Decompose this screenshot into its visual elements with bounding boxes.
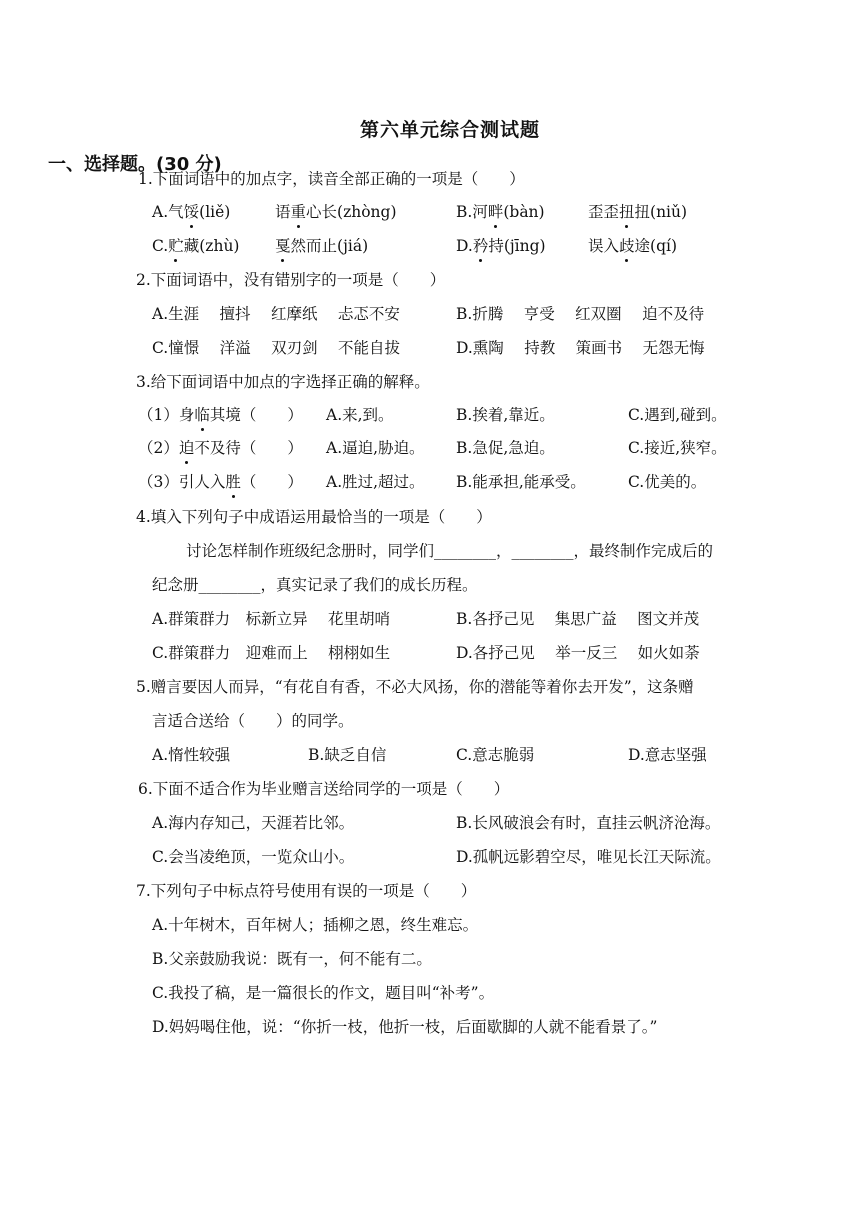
q1-option-d-part2: 误入歧途(qí)	[588, 237, 678, 255]
q4-option-a: A.群策群力 标新立异 花里胡哨	[152, 610, 391, 628]
q1-option-d-part1: D.矜持(jīng)	[456, 237, 546, 255]
q6-option-b: B.长风破浪会有时，直挂云帆济沧海。	[456, 814, 721, 832]
q1-option-a-part1: A.气馁(liě)	[152, 203, 231, 221]
q3-row-2-b: B.急促,急迫。	[456, 439, 555, 457]
question-7-stem: 7.下列句子中标点符号使用有误的一项是（ ）	[136, 882, 477, 900]
q1-option-b-part1: B.河畔(bàn)	[456, 203, 545, 221]
question-6-stem: 6.下面不适合作为毕业赠言送给同学的一项是（ ）	[138, 780, 510, 798]
question-5-stem-line-2: 言适合送给（ ）的同学。	[152, 712, 354, 730]
q2-option-b: B.折腾 亨受 红双圈 迫不及待	[456, 305, 705, 323]
q3-row-2-c: C.接近,狭窄。	[628, 439, 727, 457]
question-5-stem-line-1: 5.赠言要因人而异，“有花自有香，不必大风扬，你的潜能等着你去开发”，这条赠	[136, 678, 694, 696]
q2-option-a: A.生涯 擅抖 红摩纸 忐忑不安	[152, 305, 400, 323]
q3-row-1-word: （1）身临其境（ ）	[138, 406, 303, 424]
q3-row-1-c: C.遇到,碰到。	[628, 406, 727, 424]
q3-row-1-a: A.来,到。	[326, 406, 394, 424]
q1-option-a-part2: 语重心长(zhòng)	[275, 203, 397, 221]
q7-option-d: D.妈妈喝住他，说：“你折一枝，他折一枝，后面歇脚的人就不能看景了。”	[152, 1018, 658, 1036]
q3-row-3-c: C.优美的。	[628, 473, 707, 491]
q4-option-c: C.群策群力 迎难而上 栩栩如生	[152, 644, 391, 662]
q3-row-3-word: （3）引人入胜（ ）	[138, 473, 303, 491]
q6-option-a: A.海内存知己，天涯若比邻。	[152, 814, 355, 832]
q3-row-3-a: A.胜过,超过。	[326, 473, 425, 491]
q4-option-b: B.各抒己见 集思广益 图文并茂	[456, 610, 700, 628]
section-heading: 一、选择题。(30 分)	[48, 154, 222, 175]
question-4-stem: 4.填入下列句子中成语运用最恰当的一项是（ ）	[136, 508, 492, 526]
q4-passage-line-1: 讨论怎样制作班级纪念册时，同学们________，________，最终制作完成后的	[186, 542, 714, 560]
q7-option-a: A.十年树木，百年树人；插柳之恩，终生难忘。	[152, 916, 479, 934]
q3-row-2-a: A.逼迫,胁迫。	[326, 439, 425, 457]
question-1-stem: 1.下面词语中的加点字，读音全部正确的一项是（ ）	[138, 170, 525, 188]
q4-option-d: D.各抒己见 举一反三 如火如荼	[456, 644, 700, 662]
q1-option-c-part2: 戛然而止(jiá)	[275, 237, 369, 255]
q5-option-d: D.意志坚强	[628, 746, 707, 764]
q1-option-c-part1: C.贮藏(zhù)	[152, 237, 240, 255]
q1-option-b-part2: 歪歪扭扭(niǔ)	[588, 203, 688, 221]
q5-option-a: A.惰性较强	[152, 746, 231, 764]
q6-option-d: D.孤帆远影碧空尽，唯见长江天际流。	[456, 848, 721, 866]
q7-option-b: B.父亲鼓励我说：既有一，何不能有二。	[152, 950, 432, 968]
q6-option-c: C.会当凌绝顶，一览众山小。	[152, 848, 355, 866]
q5-option-b: B.缺乏自信	[308, 746, 387, 764]
q7-option-c: C.我投了稿，是一篇很长的作文，题目叫“补考”。	[152, 984, 495, 1002]
q2-option-d: D.熏陶 持教 策画书 无怨无悔	[456, 339, 705, 357]
q3-row-1-b: B.挨着,靠近。	[456, 406, 555, 424]
page-title: 第六单元综合测试题	[359, 119, 540, 141]
q4-passage-line-2: 纪念册________，真实记录了我们的成长历程。	[152, 576, 478, 594]
q5-option-c: C.意志脆弱	[456, 746, 535, 764]
question-3-stem: 3.给下面词语中加点的字选择正确的解释。	[136, 373, 430, 391]
q3-row-2-word: （2）迫不及待（ ）	[138, 439, 303, 457]
q2-option-c: C.憧憬 洋溢 双刃剑 不能自拔	[152, 339, 401, 357]
q3-row-3-b: B.能承担,能承受。	[456, 473, 586, 491]
question-2-stem: 2.下面词语中，没有错别字的一项是（ ）	[136, 271, 446, 289]
